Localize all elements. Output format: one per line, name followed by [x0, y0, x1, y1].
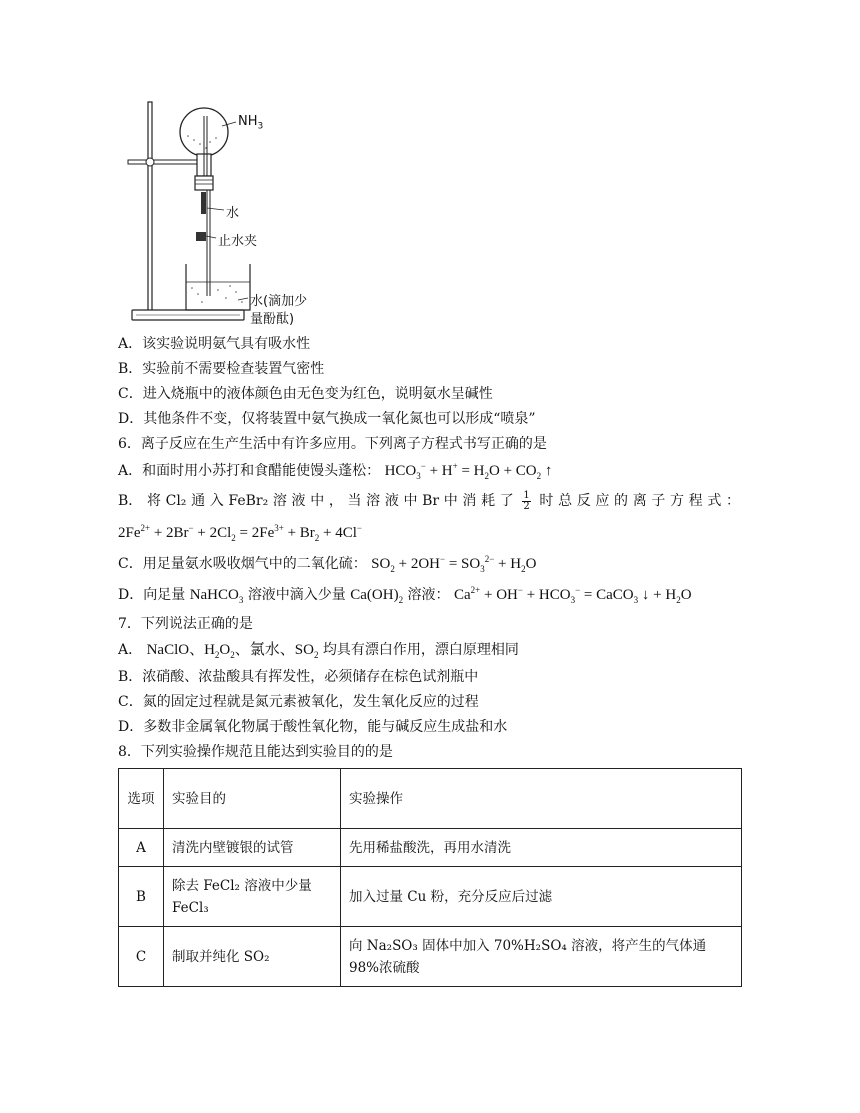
label-water: 水 — [226, 206, 240, 221]
q6-option-c — [118, 554, 536, 574]
q6-option-b-char: 当 — [347, 493, 362, 509]
row-operation: 向 Na₂SO₃ 固体中加入 70%H₂SO₄ 溶液，将产生的气体通 98%浓硫酸 — [341, 927, 742, 987]
q7-stem: 7．下列说法正确的是 — [118, 616, 253, 632]
q7-option-c: C．氮的固定过程就是氮元素被氧化，发生氧化反应的过程 — [118, 694, 479, 710]
table-row — [119, 867, 742, 927]
q6-option-a-equation: $HCO_3^- + H^+ = H_2O + CO_2$ ↑ — [384, 461, 553, 481]
q6-stem: 6．离子反应在生产生活中有许多应用。下列离子方程式书写正确的是 — [118, 436, 547, 452]
row-option: B — [119, 867, 164, 927]
q6-option-c-text: C．用足量氨水吸收烟气中的二氧化硫： — [118, 556, 367, 572]
q6-option-b-char: 中 — [443, 493, 458, 509]
table-header-row — [119, 769, 742, 829]
row-operation: 先用稀盐酸洗，再用水清洗 — [341, 829, 742, 867]
q8-table — [118, 768, 742, 987]
q6-option-d-text1: D．向足量 — [118, 587, 186, 603]
q6-option-a-text: A．和面时用小苏打和食醋能使馒头蓬松： — [118, 463, 381, 479]
q6-option-d-text3: 溶液： — [407, 587, 450, 603]
row-purpose: 清洗内壁镀银的试管 — [164, 829, 341, 867]
q7-substances: NaClO、$H_2O_2$、氯水、$SO_2$ — [146, 642, 319, 660]
q6-option-d — [118, 585, 692, 605]
q6-option-b-char: 反 — [576, 493, 591, 509]
q6-option-b-char: 方 — [670, 493, 685, 509]
q6-option-b-char: 式 — [707, 493, 722, 509]
q7-option-a-pre: A． — [118, 642, 143, 658]
q7-option-b: B．浓硝酸、浓盐酸具有挥发性，必须储存在棕色试剂瓶中 — [118, 669, 479, 685]
label-beaker-1: 水(滴加少 — [250, 294, 308, 309]
q6-option-b-char: 消 — [462, 493, 477, 509]
q6-option-b-char: 了 — [499, 493, 514, 509]
q6-option-a — [118, 461, 552, 481]
q6-option-b-char: 耗 — [481, 493, 496, 509]
q6-option-b-char: 液 — [384, 493, 399, 509]
q6-option-b-char: 将 — [146, 493, 161, 509]
q6-option-d-text2: 溶液中滴入少量 — [247, 587, 346, 603]
q5-option-b: B．实验前不需要检查装置气密性 — [118, 361, 325, 377]
label-clamp: 止水夹 — [218, 234, 258, 249]
q7-option-a-post: 均具有漂白作用，漂白原理相同 — [322, 642, 519, 658]
q6-option-b-char: 中 — [403, 493, 418, 509]
q6-option-b-char: 应 — [595, 493, 610, 509]
q6-option-b-char: 时 — [539, 493, 554, 509]
q6-option-d-equation: $Ca^{2+} + OH^- + HCO_3^-$ = CaCO$_3$ ↓ + $H_2O$ — [454, 585, 692, 605]
q7-option-d: D．多数非金属氧化物属于酸性氧化物，能与碱反应生成盐和水 — [118, 719, 508, 735]
q5-option-a: A．该实验说明氨气具有吸水性 — [118, 336, 311, 352]
q6-option-b-char: ： — [725, 493, 740, 509]
q6-option-b-char: 的 — [614, 493, 629, 509]
q6-option-b — [118, 491, 740, 512]
header-operation: 实验操作 — [341, 769, 742, 829]
q6-nahco3: NaHCO$_3$ — [189, 587, 244, 605]
row-purpose: 除去 FeCl₂ 溶液中少量 FeCl₃ — [164, 867, 341, 927]
q6-option-b-char: 程 — [688, 493, 703, 509]
q6-option-b-char: FeBr₂ — [228, 493, 269, 509]
q6-option-b-equation: $2Fe^{2+} + 2Br^- + 2Cl_2 = 2Fe^{3+} + Br_2 + 4Cl^-$ — [118, 523, 362, 543]
q6-option-b-char: 液 — [291, 493, 306, 509]
row-option: C — [119, 927, 164, 987]
q6-fraction-half: $\frac{1}{2}$ — [523, 490, 530, 512]
q6-option-b-char: 离 — [632, 493, 647, 509]
q5-option-c: C．进入烧瓶中的液体颜色由无色变为红色，说明氨水呈碱性 — [118, 386, 493, 402]
header-purpose: 实验目的 — [164, 769, 341, 829]
header-option: 选项 — [119, 769, 164, 829]
q6-option-b-char: Cl₂ — [165, 493, 187, 509]
q6-caoh2: $Ca(OH)_2$ — [350, 587, 404, 605]
q6-option-b-char: 总 — [558, 493, 573, 509]
label-beaker-2: 量酚酞) — [250, 312, 295, 327]
row-operation: 加入过量 Cu 粉，充分反应后过滤 — [341, 867, 742, 927]
row-purpose: 制取并纯化 SO₂ — [164, 927, 341, 987]
table-row — [119, 927, 742, 987]
q7-option-a — [118, 640, 519, 660]
q6-option-b-char: Br — [422, 493, 440, 509]
q6-option-b-char: 入 — [209, 493, 224, 509]
table-row — [119, 829, 742, 867]
label-nh3: $NH_3$ — [238, 114, 264, 132]
q5-option-d: D．其他条件不变，仅将装置中氨气换成一氧化氮也可以形成“喷泉” — [118, 411, 536, 427]
q6-option-b-char: 子 — [651, 493, 666, 509]
q8-stem: 8．下列实验操作规范且能达到实验目的的是 — [118, 744, 393, 760]
q6-option-b-char: B． — [118, 493, 143, 509]
row-option: A — [119, 829, 164, 867]
q6-option-b-char: 通 — [191, 493, 206, 509]
q6-option-b-char: ， — [328, 493, 343, 509]
q6-option-b-char: 溶 — [272, 493, 287, 509]
q6-option-c-equation: $SO_2 + 2OH^- = SO_3^{2-} + H_2O$ — [371, 554, 537, 574]
q6-option-b-char: 溶 — [366, 493, 381, 509]
q6-option-b-char: 中 — [310, 493, 325, 509]
